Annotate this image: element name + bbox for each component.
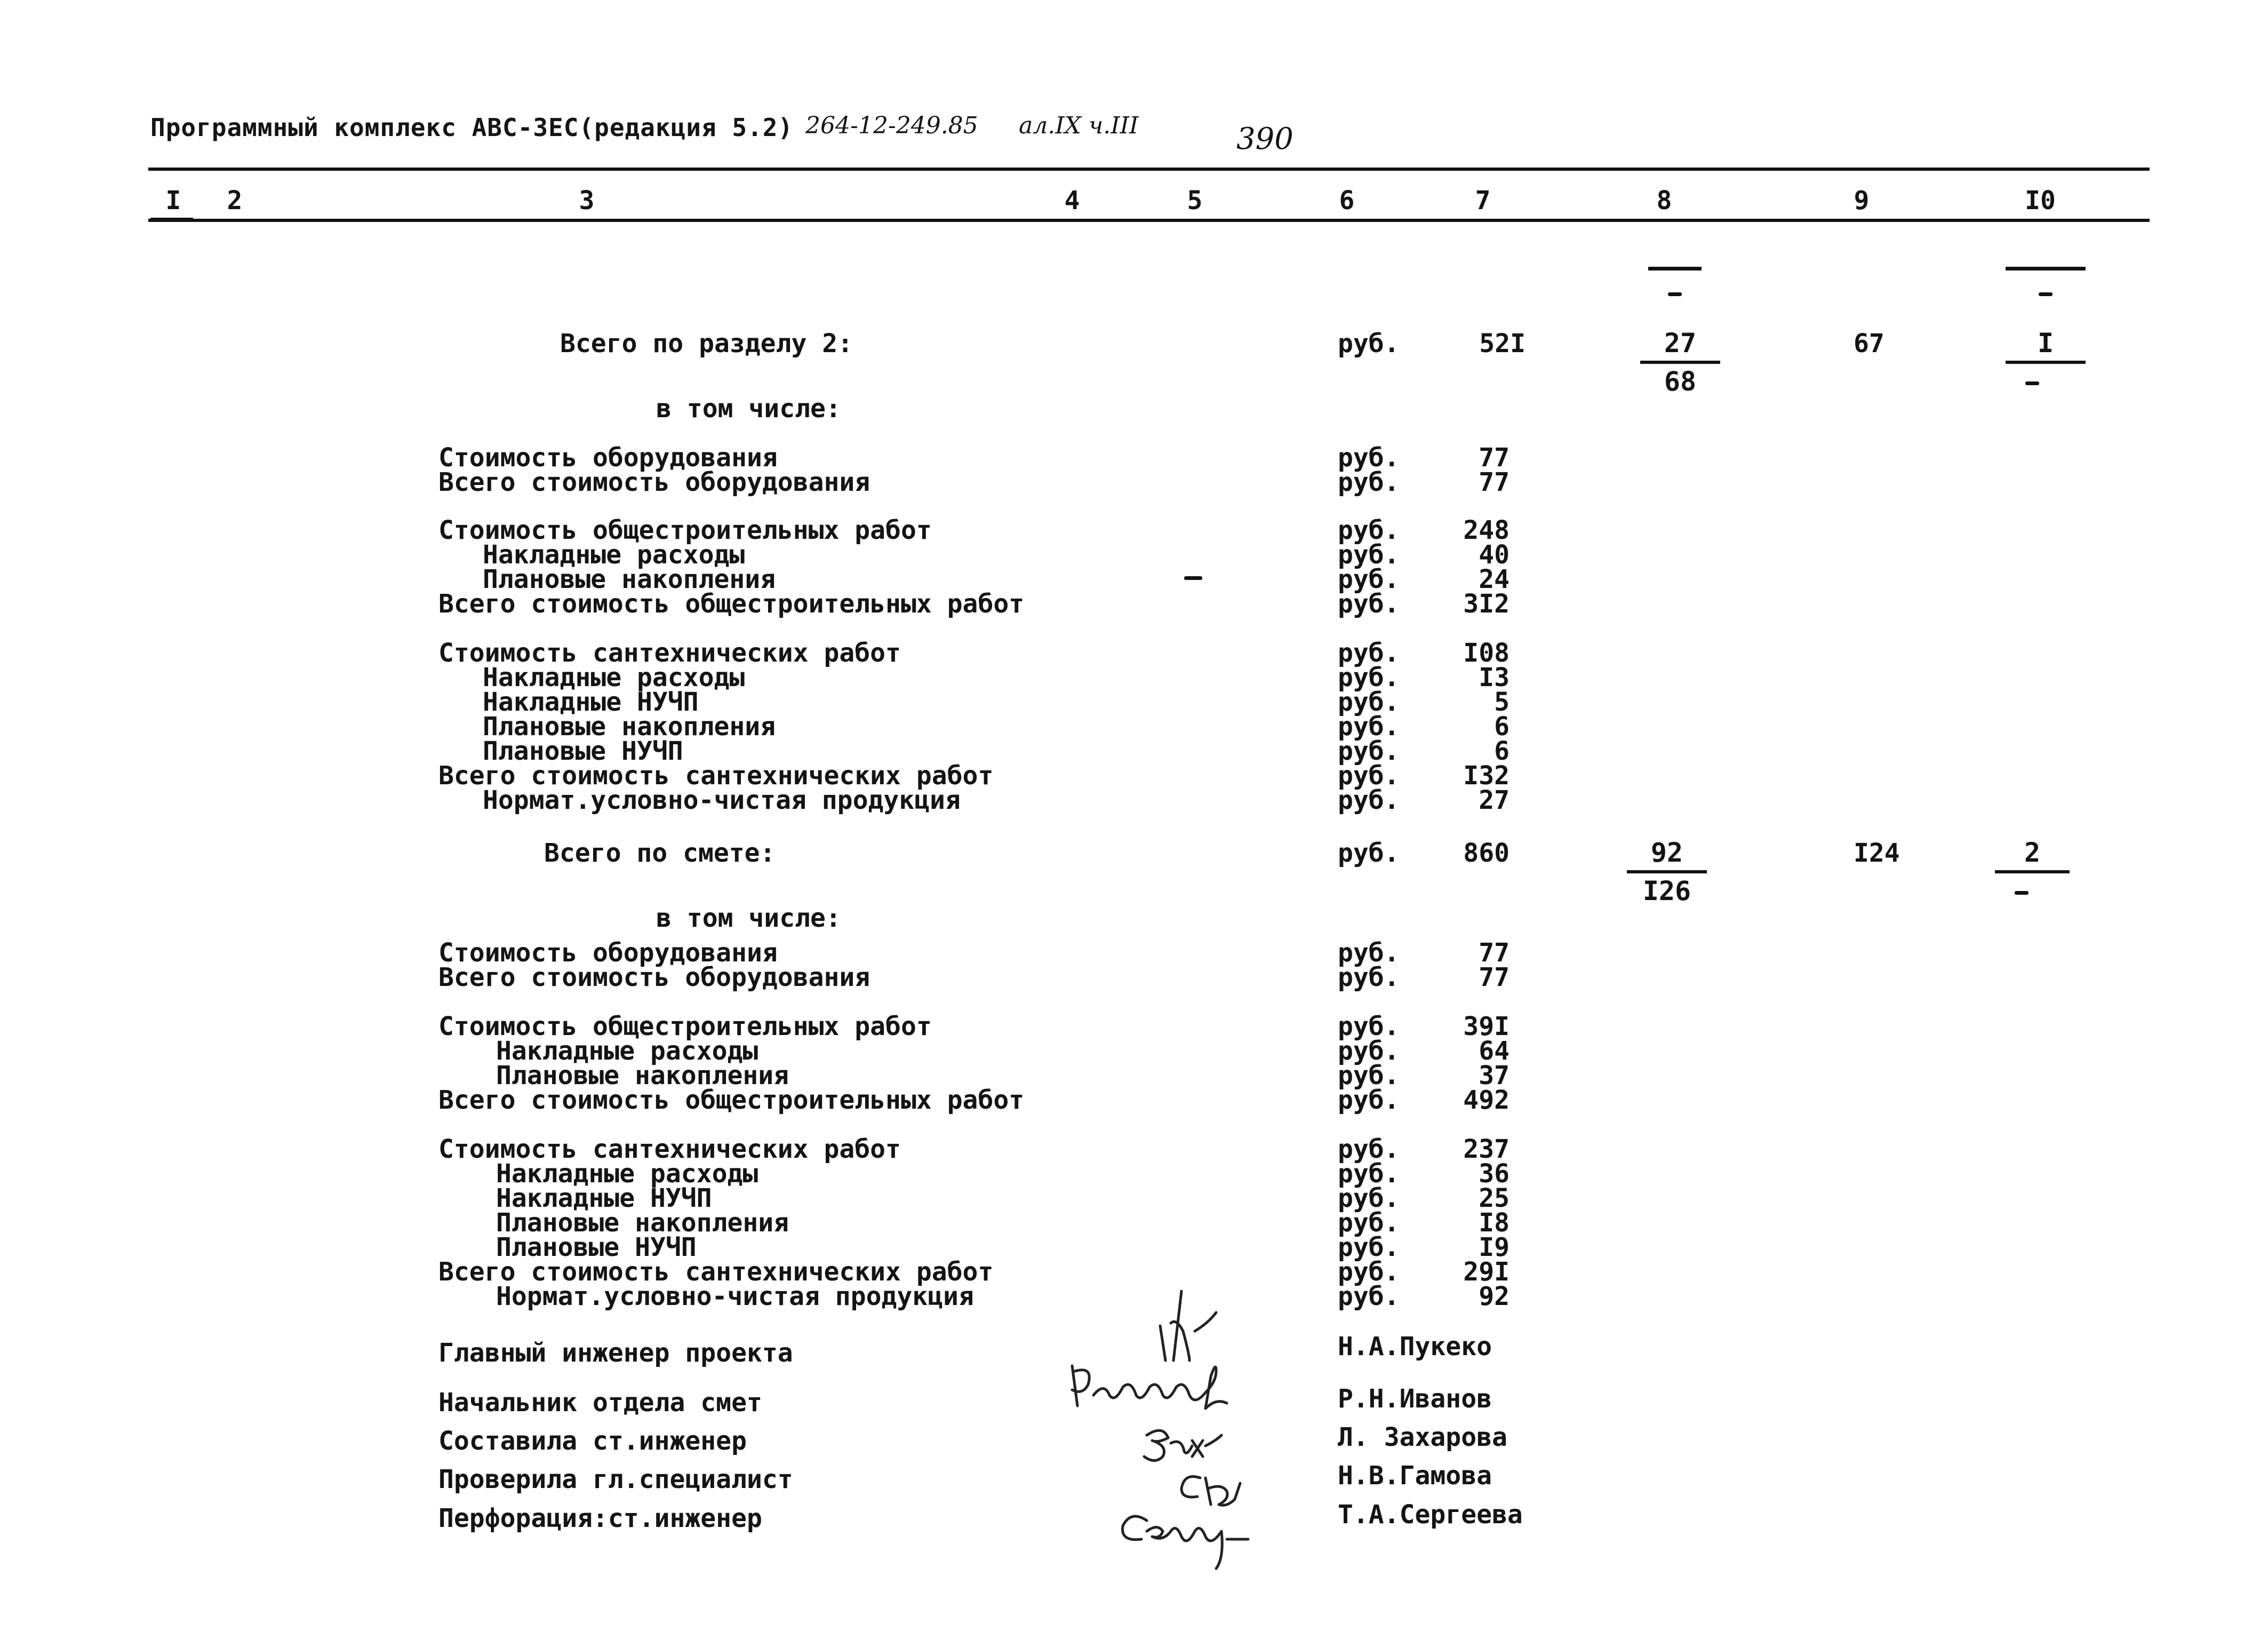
line-label: Плановые накопления (483, 712, 776, 742)
line-value: 40 (1479, 540, 1510, 570)
signatory-name: Л. Захарова (1338, 1422, 1507, 1452)
line-value: 3I2 (1463, 589, 1510, 619)
section-total-label: Всего по разделу 2: (560, 329, 853, 359)
signatory-role: Начальник отдела смет (438, 1388, 762, 1418)
line-unit: руб. (1338, 785, 1400, 815)
line-label: Нормат.условно-чистая продукция (483, 785, 961, 815)
section-total-col10 (2006, 330, 2086, 368)
line-value: 27 (1479, 785, 1510, 815)
line-unit: руб. (1338, 1085, 1400, 1115)
handwritten-album: ал.IX ч.III (1019, 112, 1139, 139)
line-value: I9 (1479, 1232, 1510, 1262)
handwritten-code: 264-12-249.85 (805, 112, 978, 139)
section-total-col8 (1640, 330, 1720, 395)
section-total-unit: руб. (1338, 329, 1400, 359)
line-value: I3 (1479, 663, 1510, 693)
line-label: Нормат.условно-чистая продукция (496, 1282, 974, 1311)
line-label: Стоимость оборудования (438, 938, 778, 968)
line-unit: руб. (1338, 467, 1400, 497)
line-unit: руб. (1338, 712, 1400, 742)
signatory-name: Т.А.Сергеева (1338, 1500, 1523, 1530)
line-unit: руб. (1338, 1232, 1400, 1262)
line-unit: руб. (1338, 1036, 1400, 1066)
line-value: 39I (1463, 1012, 1510, 1041)
section-total-col7: 52I (1479, 329, 1526, 359)
line-unit: руб. (1338, 1159, 1400, 1189)
section-total-col9: 67 (1854, 329, 1884, 359)
line-label: Всего стоимость оборудования (438, 467, 871, 497)
line-label: Накладные расходы (483, 663, 745, 693)
line-value: 492 (1463, 1085, 1510, 1115)
line-label: Всего стоимость оборудования (438, 962, 871, 992)
line-value: 92 (1479, 1282, 1510, 1311)
line-value: 77 (1479, 467, 1510, 497)
line-label: Всего стоимость сантехнических работ (438, 1257, 994, 1287)
line-value: I32 (1463, 761, 1510, 791)
col10-top-bar (2006, 267, 2086, 270)
signatory-role: Перфорация:ст.инженер (438, 1503, 762, 1533)
line-value: 77 (1479, 443, 1510, 473)
line-value: I08 (1463, 638, 1510, 668)
line-label: Всего стоимость общестроительных работ (438, 1085, 1025, 1115)
section-including-label: в том числе: (656, 394, 841, 424)
line-unit: руб. (1338, 564, 1400, 594)
handwritten-signatures (1056, 1280, 1333, 1579)
line-label: Накладные расходы (496, 1159, 758, 1189)
estimate-total-col8-numerator: 92 (1650, 837, 1683, 868)
line-unit: руб. (1338, 1012, 1400, 1041)
line-value: 29I (1463, 1257, 1510, 1287)
column-header-4: 4 (1064, 186, 1080, 216)
column-header-3: 3 (579, 186, 595, 216)
signatory-name: Н.А.Пукеко (1338, 1332, 1492, 1362)
column-header-9: 9 (1854, 186, 1870, 216)
estimate-total-col8-denominator: I26 (1642, 876, 1691, 906)
section-total-col10-numerator: I (2037, 328, 2054, 359)
signatory-role: Проверила гл.специалист (438, 1465, 793, 1494)
line-label: Плановые НУЧП (496, 1232, 697, 1262)
line-unit: руб. (1338, 1208, 1400, 1238)
column-1-underline (150, 218, 193, 220)
estimate-total-col10-denominator-dash (2015, 891, 2029, 895)
line-label: Накладные расходы (483, 540, 745, 570)
line-label: Стоимость общестроительных работ (438, 515, 932, 545)
line-value: 237 (1463, 1134, 1510, 1164)
line-unit: руб. (1338, 687, 1400, 717)
line-unit: руб. (1338, 962, 1400, 992)
line-value: 24 (1479, 564, 1510, 594)
column-header-8: 8 (1656, 186, 1672, 216)
line-unit: руб. (1338, 1134, 1400, 1164)
line-label: Стоимость общестроительных работ (438, 1012, 932, 1041)
line-unit: руб. (1338, 638, 1400, 668)
estimate-total-col9: I24 (1854, 838, 1900, 868)
line-label: Накладные НУЧП (496, 1183, 712, 1213)
line-unit: руб. (1338, 736, 1400, 766)
line-label: Плановые накопления (496, 1061, 789, 1091)
col5-dash (1184, 576, 1202, 580)
column-header-2: 2 (227, 186, 243, 216)
column-header-7: 7 (1475, 186, 1491, 216)
page-number: 390 (1236, 122, 1293, 156)
estimate-total-unit: руб. (1338, 838, 1400, 868)
line-value: I8 (1479, 1208, 1510, 1238)
line-label: Накладные расходы (496, 1036, 758, 1066)
column-header-6: 6 (1339, 186, 1355, 216)
signatory-role: Главный инженер проекта (438, 1338, 793, 1368)
line-label: Плановые накопления (483, 564, 776, 594)
line-value: 25 (1479, 1183, 1510, 1213)
estimate-total-col10 (1995, 839, 2070, 878)
column-header-10: I0 (2025, 186, 2056, 216)
line-label: Всего стоимость сантехнических работ (438, 761, 994, 791)
line-value: 5 (1494, 687, 1510, 717)
table-header-rule (148, 219, 2150, 222)
column-header-1: I (165, 186, 181, 216)
signatory-name: Р.Н.Иванов (1338, 1384, 1492, 1414)
section-total-col10-denominator-dash (2025, 381, 2039, 385)
line-unit: руб. (1338, 761, 1400, 791)
line-unit: руб. (1338, 1061, 1400, 1091)
line-label: Стоимость сантехнических работ (438, 638, 901, 668)
line-label: Плановые накопления (496, 1208, 789, 1238)
line-unit: руб. (1338, 1282, 1400, 1311)
estimate-total-col8 (1627, 839, 1707, 904)
document-header: Программный комплекс АВС-3ЕС(редакция 5.2) (150, 113, 794, 142)
line-unit: руб. (1338, 443, 1400, 473)
estimate-total-col7: 860 (1463, 838, 1510, 868)
line-unit: руб. (1338, 1257, 1400, 1287)
line-label: Всего стоимость общестроительных работ (438, 589, 1025, 619)
line-value: 36 (1479, 1159, 1510, 1189)
section-total-col8-denominator: 68 (1664, 366, 1697, 397)
line-value: 77 (1479, 938, 1510, 968)
col8-top-bar (1648, 267, 1702, 270)
line-value: 248 (1463, 515, 1510, 545)
line-unit: руб. (1338, 938, 1400, 968)
line-unit: руб. (1338, 589, 1400, 619)
line-value: 77 (1479, 962, 1510, 992)
line-value: 6 (1494, 712, 1510, 742)
line-value: 6 (1494, 736, 1510, 766)
col8-top-dash (1668, 292, 1682, 296)
line-label: Накладные НУЧП (483, 687, 699, 717)
column-header-5: 5 (1187, 186, 1203, 216)
section-total-col8-numerator: 27 (1664, 328, 1697, 359)
line-unit: руб. (1338, 1183, 1400, 1213)
line-label: Плановые НУЧП (483, 736, 683, 766)
signatory-name: Н.В.Гамова (1338, 1461, 1492, 1491)
line-unit: руб. (1338, 515, 1400, 545)
signatory-role: Составила ст.инженер (438, 1426, 747, 1456)
line-unit: руб. (1338, 540, 1400, 570)
line-value: 64 (1479, 1036, 1510, 1066)
line-label: Стоимость оборудования (438, 443, 778, 473)
estimate-total-col10-numerator: 2 (2024, 837, 2041, 868)
line-label: Стоимость сантехнических работ (438, 1134, 901, 1164)
table-top-rule (148, 168, 2150, 171)
col10-top-dash (2039, 292, 2053, 296)
line-unit: руб. (1338, 663, 1400, 693)
estimate-total-label: Всего по смете: (544, 838, 776, 868)
estimate-including-label: в том числе: (656, 903, 841, 933)
line-value: 37 (1479, 1061, 1510, 1091)
